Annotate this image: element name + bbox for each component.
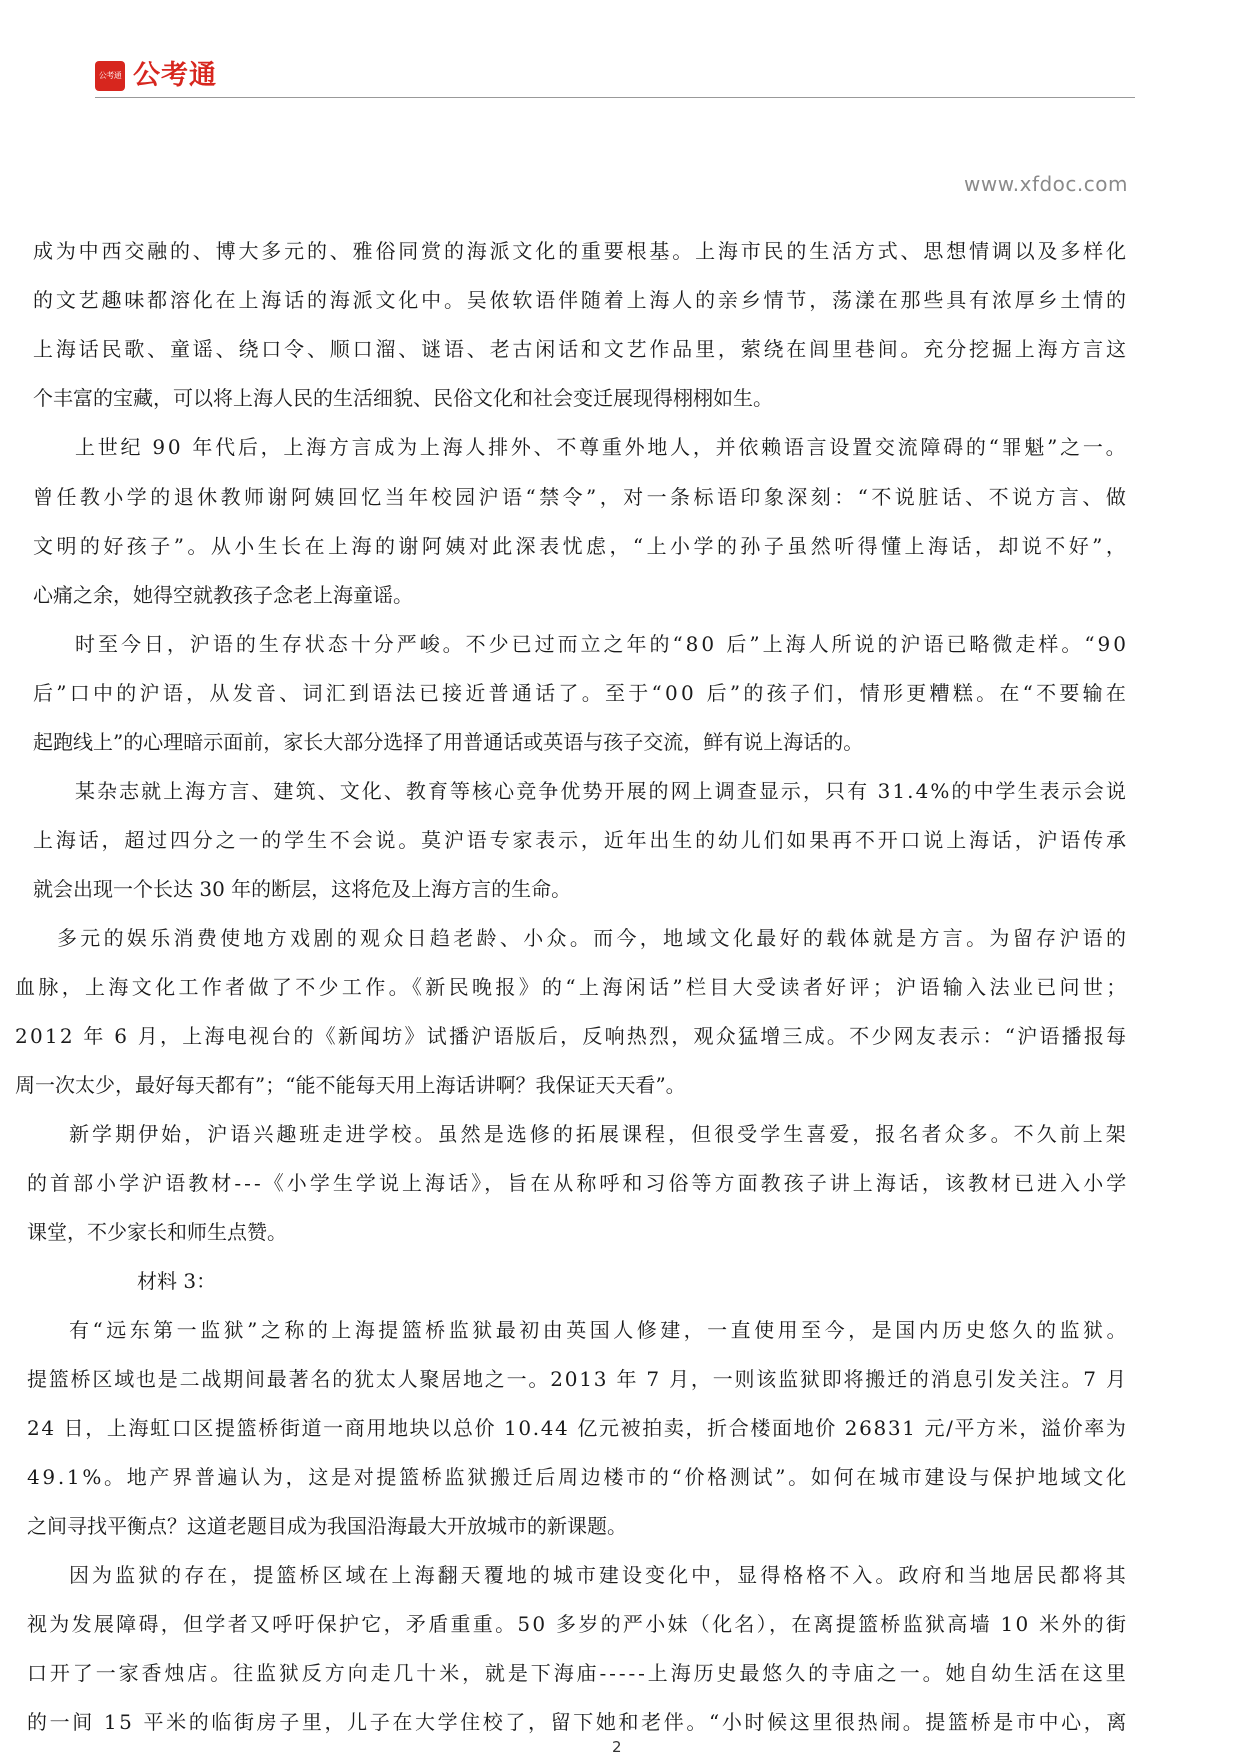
text-line: 上世纪 90 年代后，上海方言成为上海人排外、不尊重外地人，并依赖语言设置交流障碍的“罪魁”之一。	[75, 435, 1129, 459]
text-line: 的一间 15 平米的临街房子里，儿子在大学住校了，留下她和老伴。“小时候这里很热闹。提篮桥是市中心，离	[27, 1710, 1130, 1734]
text-line: 心痛之余，她得空就教孩子念老上海童谣。	[33, 583, 413, 607]
text-line: 就会出现一个长达 30 年的断层，这将危及上海方言的生命。	[33, 877, 572, 901]
text-line: 24 日，上海虹口区提篮桥街道一商用地块以总价 10.44 亿元被拍卖，折合楼面地价 26831 元/平方米，溢价率为	[27, 1416, 1128, 1440]
text-line: 血脉，上海文化工作者做了不少工作。《新民晚报》的“上海闲话”栏目大受读者好评；沪语输入法业已问世；	[15, 975, 1130, 999]
text-line: 周一次太少，最好每天都有”；“能不能每天用上海话讲啊？我保证天天看”。	[15, 1073, 686, 1097]
text-line: 新学期伊始，沪语兴趣班走进学校。虽然是选修的拓展课程，但很受学生喜爱，报名者众多。不久前上架	[69, 1122, 1129, 1146]
text-line: 成为中西交融的、博大多元的、雅俗同赏的海派文化的重要根基。上海市民的生活方式、思想情调以及多样化	[33, 239, 1129, 263]
text-line: 起跑线上”的心理暗示面前，家长大部分选择了用普通话或英语与孩子交流，鲜有说上海话的。	[33, 730, 864, 754]
text-line: 多元的娱乐消费使地方戏剧的观众日趋老龄、小众。而今，地域文化最好的载体就是方言。为留存沪语的	[57, 926, 1130, 950]
text-line: 的文艺趣味都溶化在上海话的海派文化中。吴侬软语伴随着上海人的亲乡情节，荡漾在那些具有浓厚乡土情的	[33, 288, 1129, 312]
text-line: 提篮桥区域也是二战期间最著名的犹太人聚居地之一。2013 年 7 月，一则该监狱即将搬迁的消息引发关注。7 月	[27, 1367, 1128, 1391]
text-line: 视为发展障碍，但学者又呼吁保护它，矛盾重重。50 多岁的严小妹（化名），在离提篮桥监狱高墙 10 米外的街	[27, 1612, 1129, 1636]
page-header	[95, 55, 1135, 99]
logo-badge-icon: 公考通	[95, 61, 125, 91]
header-divider	[95, 97, 1135, 98]
text-line: 曾任教小学的退休教师谢阿姨回忆当年校园沪语“禁令”，对一条标语印象深刻：“不说脏话、不说方言、做	[33, 485, 1130, 509]
text-line: 之间寻找平衡点？这道老题目成为我国沿海最大开放城市的新课题。	[27, 1514, 627, 1538]
text-line: 时至今日，沪语的生存状态十分严峻。不少已过而立之年的“80 后”上海人所说的沪语已略微走样。“90	[75, 632, 1129, 656]
text-line: 口开了一家香烛店。往监狱反方向走几十米，就是下海庙-----上海历史最悠久的寺庙之一。她自幼生活在这里	[27, 1661, 1129, 1685]
text-line: 个丰富的宝藏，可以将上海人民的生活细貌、民俗文化和社会变迁展现得栩栩如生。	[33, 386, 773, 410]
text-line: 文明的好孩子”。从小生长在上海的谢阿姨对此深表忧虑，“上小学的孙子虽然听得懂上海话，却说不好”，	[33, 534, 1130, 558]
text-line: 2012 年 6 月，上海电视台的《新闻坊》试播沪语版后，反响热烈，观众猛增三成。不少网友表示：“沪语播报每	[15, 1024, 1129, 1048]
text-line: 后”口中的沪语，从发音、词汇到语法已接近普通话了。至于“00 后”的孩子们，情形更糟糕。在“不要输在	[33, 681, 1130, 705]
logo-text: 公考通	[133, 60, 217, 91]
site-url: www.xfdoc.com	[964, 172, 1128, 196]
text-line: 课堂，不少家长和师生点赞。	[27, 1220, 287, 1244]
text-line: 上海话民歌、童谣、绕口令、顺口溜、谜语、老古闲话和文艺作品里，萦绕在闾里巷间。充分挖掘上海方言这	[33, 337, 1129, 361]
text-line: 上海话，超过四分之一的学生不会说。莫沪语专家表示，近年出生的幼儿们如果再不开口说上海话，沪语传承	[33, 828, 1129, 852]
text-line: 某杂志就上海方言、建筑、文化、教育等核心竞争优势开展的网上调查显示，只有 31.4%的中学生表示会说	[75, 779, 1128, 803]
page-number: 2	[612, 1738, 622, 1756]
text-line: 有“远东第一监狱”之称的上海提篮桥监狱最初由英国人修建，一直使用至今，是国内历史悠久的监狱。	[69, 1318, 1130, 1342]
text-line: 因为监狱的存在，提篮桥区域在上海翻天覆地的城市建设变化中，显得格格不入。政府和当地居民都将其	[69, 1563, 1129, 1587]
text-line: 的首部小学沪语教材---《小学生学说上海话》，旨在从称呼和习俗等方面教孩子讲上海话，该教材已进入小学	[27, 1171, 1130, 1195]
section-heading: 材料 3：	[137, 1269, 217, 1293]
text-line: 49.1%。地产界普遍认为，这是对提篮桥监狱搬迁后周边楼市的“价格测试”。如何在城市建设与保护地域文化	[27, 1465, 1129, 1489]
